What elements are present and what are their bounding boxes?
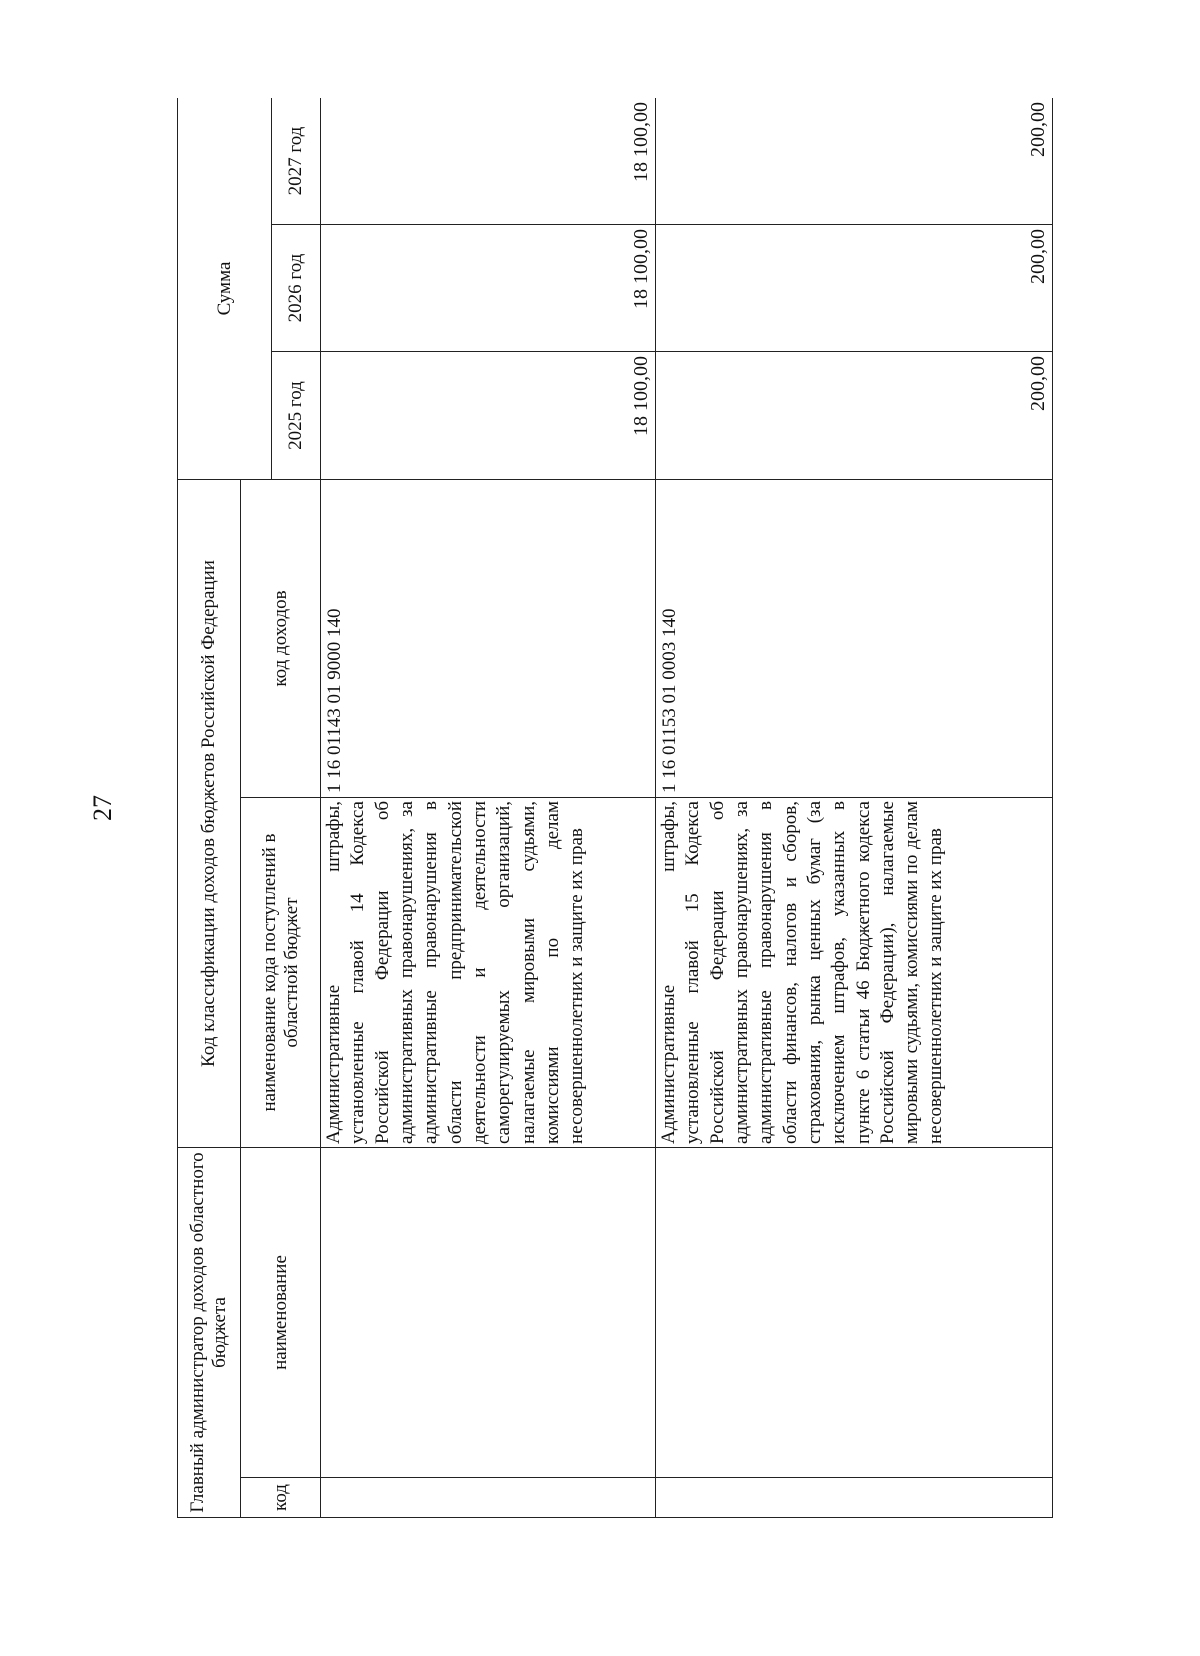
row-code-cell [321, 1478, 656, 1518]
header-admin-name: наименование [241, 1148, 321, 1478]
row-sum-2027-cell: 18 100,00 [321, 98, 656, 225]
row-sum-2025-cell: 18 100,00 [321, 352, 656, 480]
budget-income-table [177, 98, 1053, 1518]
header-admin-group: Главный администратор доходов областного бюджета [178, 1148, 241, 1518]
row-sum-2026-cell: 18 100,00 [321, 225, 656, 352]
row-sum-2025-cell: 200,00 [656, 352, 1053, 480]
header-year-2025: 2025 год [272, 352, 321, 480]
row-description-cell: Административные штрафы, установленные главой 15 Кодекса Российской Федерации об административных правонарушениях, за административные правонарушения в области финансов, налогов и сборов, страхования, рынка ценных бумаг (за исключением штрафов, указанных в пункте 6 статьи 46 Бюджетного кодекса Российской Федерации), налагаемые мировыми судьями, комиссиями по делам несовершеннолетних и защите их прав [656, 798, 1053, 1148]
row-description-cell: Административные штрафы, установленные главой 14 Кодекса Российской Федерации об административных правонарушениях, за административные правонарушения в области предпринимательской деятельности и деятельности саморегулируемых организаций, налагаемые мировыми судьями, комиссиями по делам несовершеннолетних и защите их прав [321, 798, 656, 1148]
row-income-code-cell: 1 16 01143 01 9000 140 [321, 480, 656, 798]
header-year-2027: 2027 год [272, 98, 321, 225]
header-classification-group: Код классификации доходов бюджетов Российской Федерации [178, 480, 241, 1148]
rotated-table-sheet [177, 98, 1053, 1518]
row-code-cell [656, 1478, 1053, 1518]
header-sum-group: Сумма [178, 98, 272, 480]
row-sum-2026-cell: 200,00 [656, 225, 1053, 352]
row-income-code-cell: 1 16 01153 01 0003 140 [656, 480, 1053, 798]
header-code: код [241, 1478, 321, 1518]
table-row [656, 98, 1053, 1518]
page-number: 27 [88, 795, 117, 821]
header-income-name: наименование кода поступлений в областной бюджет [241, 798, 321, 1148]
row-sum-2027-cell: 200,00 [656, 98, 1053, 225]
row-admin-name-cell [321, 1148, 656, 1478]
header-income-code: код доходов [241, 480, 321, 798]
row-admin-name-cell [656, 1148, 1053, 1478]
table-row [321, 98, 656, 1518]
header-year-2026: 2026 год [272, 225, 321, 352]
